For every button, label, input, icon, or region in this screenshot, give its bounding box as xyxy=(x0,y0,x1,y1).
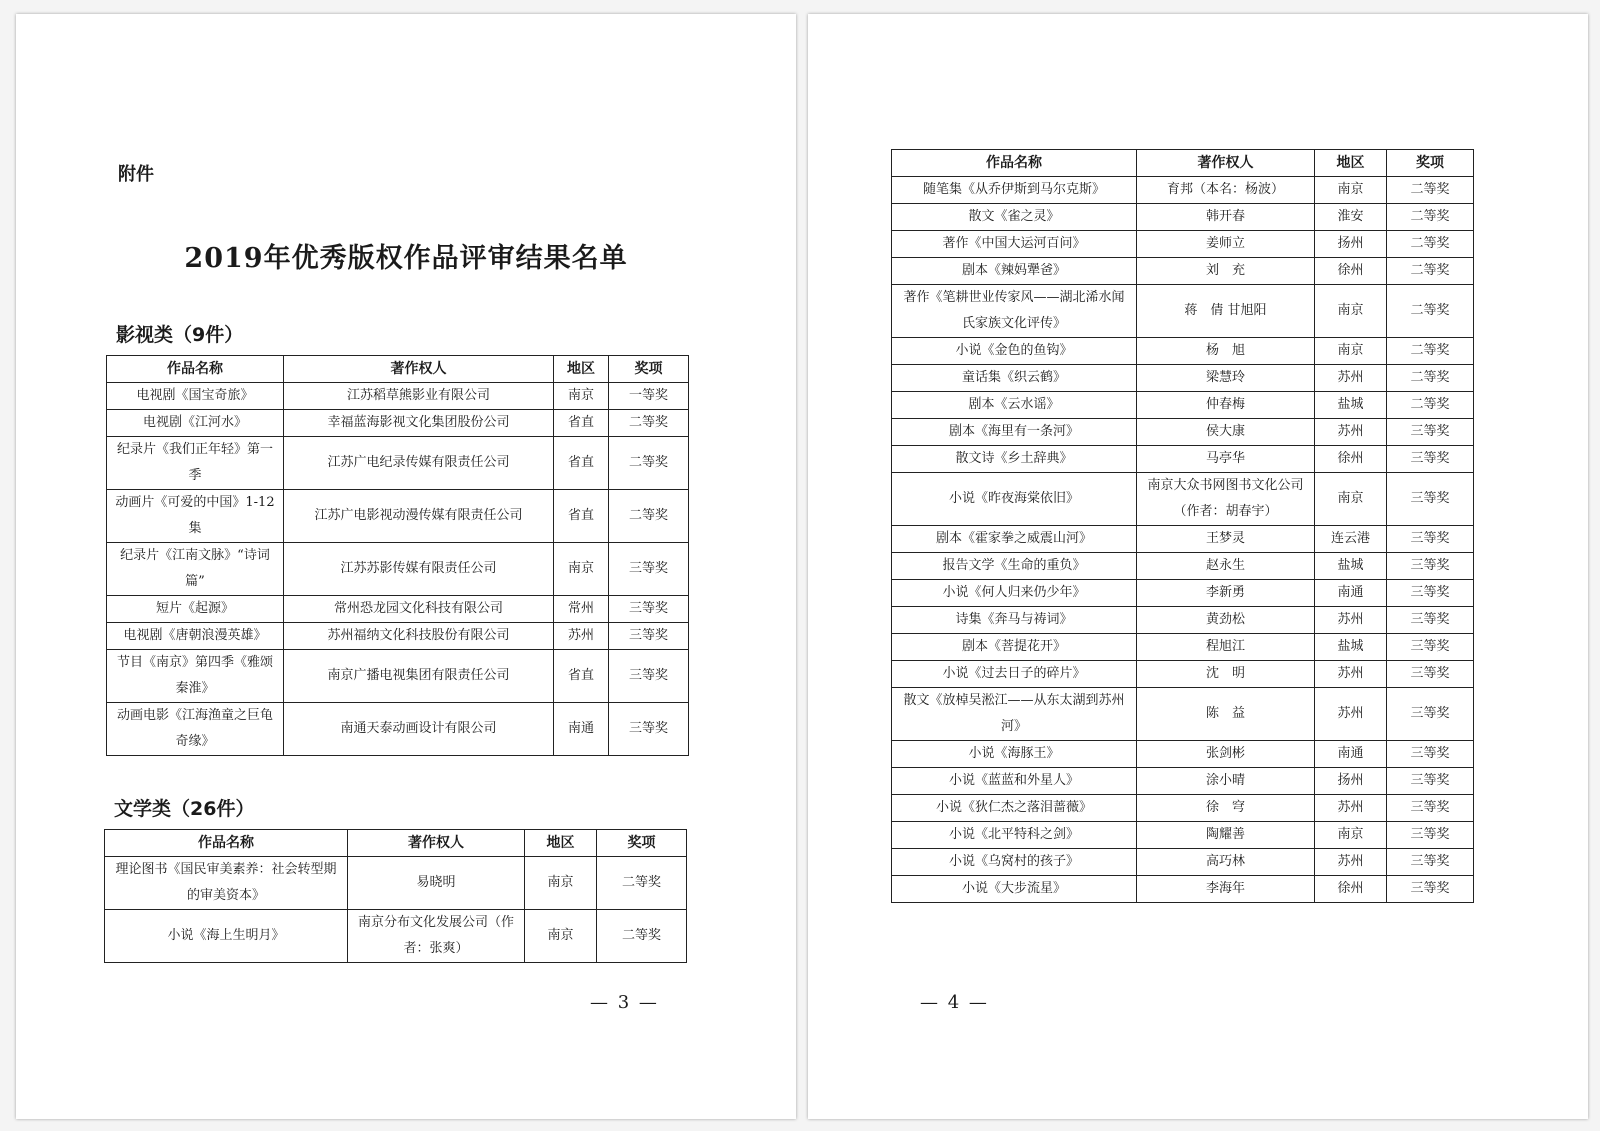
table-row xyxy=(892,473,1474,526)
table-row xyxy=(892,553,1474,580)
cell-owner: 黄劲松 xyxy=(1137,607,1315,634)
column-header-work: 作品名称 xyxy=(105,830,348,857)
page-number: — 3 — xyxy=(590,992,659,1013)
cell-work: 节目《南京》第四季《雅颂秦淮》 xyxy=(107,650,284,703)
cell-owner: 苏州福纳文化科技股份有限公司 xyxy=(284,623,554,650)
cell-region: 徐州 xyxy=(1315,258,1387,285)
column-header-region: 地区 xyxy=(1315,150,1387,177)
cell-owner: 梁慧玲 xyxy=(1137,365,1315,392)
cell-owner: 江苏广电影视动漫传媒有限责任公司 xyxy=(284,490,554,543)
cell-award: 二等奖 xyxy=(597,857,687,910)
cell-region: 南通 xyxy=(554,703,609,756)
column-header-award: 奖项 xyxy=(1387,150,1474,177)
cell-award: 三等奖 xyxy=(1387,473,1474,526)
cell-work: 小说《海上生明月》 xyxy=(105,910,348,963)
cell-work: 电视剧《国宝奇旅》 xyxy=(107,383,284,410)
table-row xyxy=(892,446,1474,473)
table-row xyxy=(107,490,689,543)
table-row xyxy=(107,543,689,596)
cell-region: 南京 xyxy=(525,910,597,963)
cell-work: 报告文学《生命的重负》 xyxy=(892,553,1137,580)
cell-owner: 江苏苏影传媒有限责任公司 xyxy=(284,543,554,596)
cell-award: 三等奖 xyxy=(1387,526,1474,553)
cell-region: 苏州 xyxy=(1315,688,1387,741)
column-header-owner: 著作权人 xyxy=(1137,150,1315,177)
cell-work: 动画片《可爱的中国》1-12集 xyxy=(107,490,284,543)
column-header-award: 奖项 xyxy=(597,830,687,857)
cell-region: 徐州 xyxy=(1315,446,1387,473)
cell-owner: 李海年 xyxy=(1137,876,1315,903)
cell-award: 三等奖 xyxy=(609,596,689,623)
cell-region: 苏州 xyxy=(1315,607,1387,634)
cell-region: 南京 xyxy=(1315,338,1387,365)
film-award-table xyxy=(106,355,689,756)
column-header-work: 作品名称 xyxy=(107,356,284,383)
cell-owner: 高巧林 xyxy=(1137,849,1315,876)
cell-work: 小说《金色的鱼钩》 xyxy=(892,338,1137,365)
cell-owner: 南京大众书网图书文化公司（作者：胡春宇） xyxy=(1137,473,1315,526)
cell-region: 南通 xyxy=(1315,580,1387,607)
cell-work: 理论图书《国民审美素养：社会转型期的审美资本》 xyxy=(105,857,348,910)
cell-work: 纪录片《江南文脉》“诗词篇” xyxy=(107,543,284,596)
cell-work: 小说《过去日子的碎片》 xyxy=(892,661,1137,688)
cell-award: 二等奖 xyxy=(1387,285,1474,338)
cell-award: 二等奖 xyxy=(1387,231,1474,258)
cell-region: 连云港 xyxy=(1315,526,1387,553)
cell-work: 小说《乌窝村的孩子》 xyxy=(892,849,1137,876)
cell-work: 剧本《海里有一条河》 xyxy=(892,419,1137,446)
table-row xyxy=(892,392,1474,419)
cell-award: 三等奖 xyxy=(1387,553,1474,580)
cell-owner: 徐 穹 xyxy=(1137,795,1315,822)
table-row xyxy=(892,634,1474,661)
cell-owner: 侯大康 xyxy=(1137,419,1315,446)
cell-region: 盐城 xyxy=(1315,634,1387,661)
cell-award: 三等奖 xyxy=(609,650,689,703)
column-header-award: 奖项 xyxy=(609,356,689,383)
cell-region: 南京 xyxy=(1315,473,1387,526)
table-row xyxy=(892,741,1474,768)
cell-work: 小说《北平特科之剑》 xyxy=(892,822,1137,849)
cell-work: 剧本《菩提花开》 xyxy=(892,634,1137,661)
attachment-label: 附件 xyxy=(118,164,154,185)
cell-region: 淮安 xyxy=(1315,204,1387,231)
table-row xyxy=(892,580,1474,607)
cell-owner: 赵永生 xyxy=(1137,553,1315,580)
cell-owner: 江苏稻草熊影业有限公司 xyxy=(284,383,554,410)
table-row xyxy=(107,383,689,410)
table-row xyxy=(892,365,1474,392)
cell-owner: 王梦灵 xyxy=(1137,526,1315,553)
column-header-owner: 著作权人 xyxy=(284,356,554,383)
table-row xyxy=(892,661,1474,688)
table-row xyxy=(892,795,1474,822)
cell-region: 南通 xyxy=(1315,741,1387,768)
cell-owner: 沈 明 xyxy=(1137,661,1315,688)
table-row xyxy=(892,768,1474,795)
cell-award: 二等奖 xyxy=(1387,204,1474,231)
cell-work: 小说《蓝蓝和外星人》 xyxy=(892,768,1137,795)
cell-region: 苏州 xyxy=(1315,365,1387,392)
cell-region: 苏州 xyxy=(1315,795,1387,822)
cell-region: 省直 xyxy=(554,410,609,437)
table-row xyxy=(892,338,1474,365)
cell-award: 三等奖 xyxy=(1387,822,1474,849)
cell-award: 三等奖 xyxy=(1387,688,1474,741)
cell-region: 南京 xyxy=(554,543,609,596)
cell-award: 三等奖 xyxy=(1387,419,1474,446)
cell-work: 小说《昨夜海棠依旧》 xyxy=(892,473,1137,526)
cell-owner: 杨 旭 xyxy=(1137,338,1315,365)
cell-award: 三等奖 xyxy=(1387,768,1474,795)
cell-award: 三等奖 xyxy=(609,543,689,596)
table-header-row xyxy=(105,830,687,857)
cell-owner: 南京分布文化发展公司（作者：张爽） xyxy=(348,910,525,963)
cell-work: 剧本《云水谣》 xyxy=(892,392,1137,419)
film-section-heading: 影视类（9件） xyxy=(116,324,244,346)
cell-work: 纪录片《我们正年轻》第一季 xyxy=(107,437,284,490)
table-row xyxy=(892,231,1474,258)
cell-region: 省直 xyxy=(554,650,609,703)
cell-award: 三等奖 xyxy=(609,703,689,756)
column-header-region: 地区 xyxy=(525,830,597,857)
literature-section-heading: 文学类（26件） xyxy=(114,798,255,820)
table-header-row xyxy=(892,150,1474,177)
table-row xyxy=(892,419,1474,446)
table-row xyxy=(892,849,1474,876)
cell-work: 散文《雀之灵》 xyxy=(892,204,1137,231)
cell-work: 短片《起源》 xyxy=(107,596,284,623)
cell-work: 小说《大步流星》 xyxy=(892,876,1137,903)
table-row xyxy=(107,703,689,756)
cell-work: 小说《狄仁杰之落泪蔷薇》 xyxy=(892,795,1137,822)
cell-owner: 南通天泰动画设计有限公司 xyxy=(284,703,554,756)
table-row xyxy=(892,688,1474,741)
table-row xyxy=(107,650,689,703)
cell-award: 二等奖 xyxy=(597,910,687,963)
cell-award: 二等奖 xyxy=(1387,177,1474,204)
cell-owner: 马亭华 xyxy=(1137,446,1315,473)
cell-owner: 仲春梅 xyxy=(1137,392,1315,419)
cell-region: 盐城 xyxy=(1315,553,1387,580)
table-row xyxy=(892,822,1474,849)
table-row xyxy=(892,204,1474,231)
cell-award: 二等奖 xyxy=(609,437,689,490)
cell-owner: 李新勇 xyxy=(1137,580,1315,607)
literature-award-table-continued xyxy=(891,149,1474,903)
cell-award: 三等奖 xyxy=(1387,741,1474,768)
cell-region: 扬州 xyxy=(1315,768,1387,795)
cell-owner: 陶耀善 xyxy=(1137,822,1315,849)
cell-award: 三等奖 xyxy=(609,623,689,650)
cell-region: 苏州 xyxy=(1315,849,1387,876)
cell-award: 三等奖 xyxy=(1387,876,1474,903)
cell-award: 三等奖 xyxy=(1387,795,1474,822)
cell-award: 二等奖 xyxy=(1387,338,1474,365)
cell-region: 扬州 xyxy=(1315,231,1387,258)
cell-award: 三等奖 xyxy=(1387,446,1474,473)
cell-work: 电视剧《江河水》 xyxy=(107,410,284,437)
table-row xyxy=(105,910,687,963)
table-row xyxy=(892,526,1474,553)
cell-owner: 南京广播电视集团有限责任公司 xyxy=(284,650,554,703)
table-row xyxy=(892,607,1474,634)
cell-work: 电视剧《唐朝浪漫英雄》 xyxy=(107,623,284,650)
table-row xyxy=(892,285,1474,338)
cell-work: 散文《放棹吴淞江——从东太湖到苏州河》 xyxy=(892,688,1137,741)
table-row xyxy=(107,437,689,490)
cell-region: 南京 xyxy=(525,857,597,910)
cell-award: 二等奖 xyxy=(1387,365,1474,392)
column-header-owner: 著作权人 xyxy=(348,830,525,857)
cell-award: 三等奖 xyxy=(1387,849,1474,876)
cell-owner: 韩开春 xyxy=(1137,204,1315,231)
cell-award: 三等奖 xyxy=(1387,661,1474,688)
cell-region: 省直 xyxy=(554,490,609,543)
page-number: — 4 — xyxy=(920,992,989,1013)
cell-owner: 易晓明 xyxy=(348,857,525,910)
literature-award-table xyxy=(104,829,687,963)
cell-work: 动画电影《江海渔童之巨龟奇缘》 xyxy=(107,703,284,756)
cell-owner: 程旭江 xyxy=(1137,634,1315,661)
cell-work: 剧本《霍家拳之威震山河》 xyxy=(892,526,1137,553)
table-row xyxy=(107,623,689,650)
cell-region: 南京 xyxy=(1315,822,1387,849)
cell-award: 三等奖 xyxy=(1387,607,1474,634)
document-title: 2019年优秀版权作品评审结果名单 xyxy=(184,243,628,274)
cell-work: 著作《中国大运河百问》 xyxy=(892,231,1137,258)
cell-work: 童话集《织云鹤》 xyxy=(892,365,1137,392)
cell-owner: 幸福蓝海影视文化集团股份公司 xyxy=(284,410,554,437)
cell-region: 省直 xyxy=(554,437,609,490)
cell-owner: 涂小晴 xyxy=(1137,768,1315,795)
cell-award: 二等奖 xyxy=(609,410,689,437)
cell-region: 徐州 xyxy=(1315,876,1387,903)
cell-work: 随笔集《从乔伊斯到马尔克斯》 xyxy=(892,177,1137,204)
table-row xyxy=(892,876,1474,903)
cell-award: 三等奖 xyxy=(1387,634,1474,661)
table-row xyxy=(105,857,687,910)
cell-award: 二等奖 xyxy=(1387,392,1474,419)
table-header-row xyxy=(107,356,689,383)
cell-award: 二等奖 xyxy=(609,490,689,543)
column-header-work: 作品名称 xyxy=(892,150,1137,177)
cell-region: 苏州 xyxy=(1315,661,1387,688)
cell-region: 盐城 xyxy=(1315,392,1387,419)
cell-work: 剧本《辣妈犟爸》 xyxy=(892,258,1137,285)
cell-owner: 常州恐龙园文化科技有限公司 xyxy=(284,596,554,623)
cell-owner: 陈 益 xyxy=(1137,688,1315,741)
column-header-region: 地区 xyxy=(554,356,609,383)
cell-owner: 刘 充 xyxy=(1137,258,1315,285)
cell-region: 南京 xyxy=(1315,177,1387,204)
cell-work: 小说《海豚王》 xyxy=(892,741,1137,768)
cell-award: 一等奖 xyxy=(609,383,689,410)
cell-owner: 姜师立 xyxy=(1137,231,1315,258)
cell-owner: 蒋 倩 甘旭阳 xyxy=(1137,285,1315,338)
table-row xyxy=(892,258,1474,285)
cell-region: 苏州 xyxy=(554,623,609,650)
cell-region: 南京 xyxy=(1315,285,1387,338)
cell-owner: 张剑彬 xyxy=(1137,741,1315,768)
table-row xyxy=(107,410,689,437)
cell-owner: 育邦（本名：杨波） xyxy=(1137,177,1315,204)
cell-region: 苏州 xyxy=(1315,419,1387,446)
cell-award: 二等奖 xyxy=(1387,258,1474,285)
cell-owner: 江苏广电纪录传媒有限责任公司 xyxy=(284,437,554,490)
cell-work: 散文诗《乡土辞典》 xyxy=(892,446,1137,473)
cell-work: 诗集《奔马与祷词》 xyxy=(892,607,1137,634)
cell-work: 小说《何人归来仍少年》 xyxy=(892,580,1137,607)
cell-region: 南京 xyxy=(554,383,609,410)
document-page-left xyxy=(16,14,796,1119)
table-row xyxy=(892,177,1474,204)
cell-work: 著作《笔耕世业传家风——湖北浠水闻氏家族文化评传》 xyxy=(892,285,1137,338)
cell-region: 常州 xyxy=(554,596,609,623)
document-page-right xyxy=(808,14,1588,1119)
table-row xyxy=(107,596,689,623)
cell-award: 三等奖 xyxy=(1387,580,1474,607)
